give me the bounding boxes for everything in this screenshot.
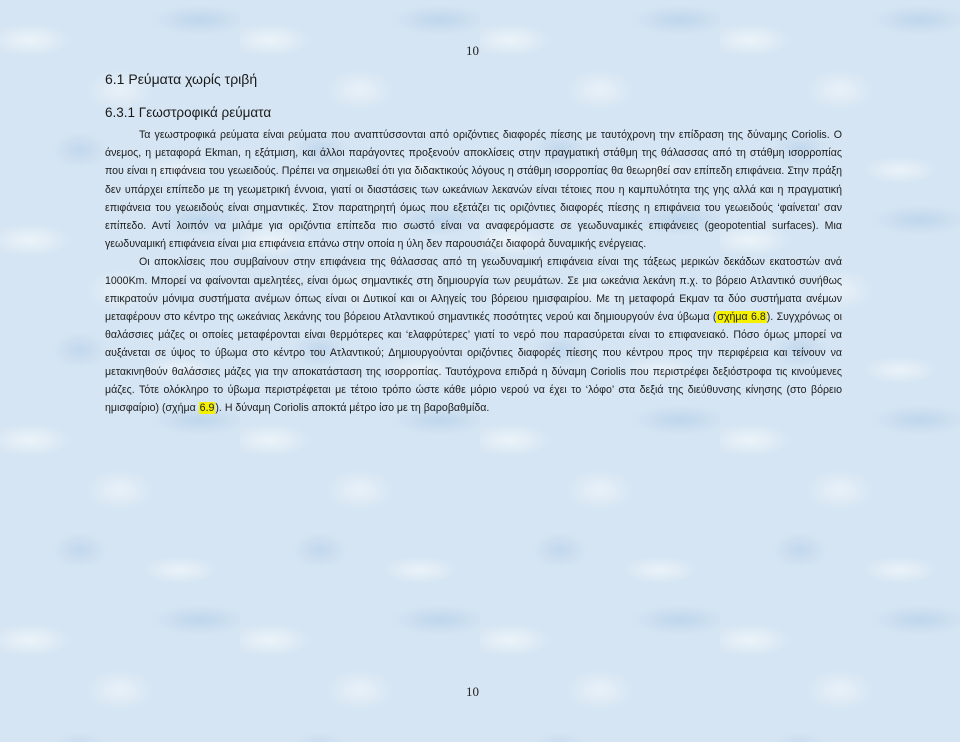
paragraph-2	[105, 253, 842, 417]
paragraph-2-text-c: ). Η δύναμη Coriolis αποκτά μέτρο ίσο με τη βαροβαθμίδα.	[215, 402, 490, 415]
page-number-bottom: 10	[466, 684, 479, 699]
figure-reference-highlight-2: 6.9	[199, 402, 215, 415]
paragraph-2-text-a: Οι αποκλίσεις που συμβαίνουν στην επιφάνεια της θάλασσας από τη γεωδυναμική επιφάνεια είναι της τάξεως μερικών δεκάδων εκατοστών ανά 1000Km. Μπορεί να φαίνονται αμελητέες, είναι όμως σημαντικές στη δημιουργία των ρευμάτων. Σε μια ωκεάνια λεκάνη π.χ. το βόρειο Ατλαντικό συνήθως επικρατούν μόνιμα συστήματα ανέμων όπως είναι οι Δυτικοί και οι Αληγείς του βόρειου ημισφαιρίου. Με τη μεταφορά Εκμαν τα δύο συστήματα ανέμων μεταφέρουν στο κέντρο της ωκεάνιας λεκάνης του βόρειου Ατλαντικού σημαντικές ποσότητες νερού και δημιουργούν ένα ύβωμα (	[105, 256, 842, 324]
subsection-heading: 6.3.1 Γεωστροφικά ρεύματα	[105, 105, 272, 120]
paragraph-1-text: Τα γεωστροφικά ρεύματα είναι ρεύματα που αναπτύσσονται από οριζόντιες διαφορές πίεσης με ταυτόχρονη την επίδραση της δύναμης Coriolis. Ο άνεμος, η μεταφορά Ekman, η εξάτμιση, και άλλοι παράγοντες προξενούν αποκλίσεις στην πραγματική στάθμη της θάλασσας από τη στάθμη ισορροπίας που είναι η επιφάνεια του γεωειδούς. Πρέπει να σημειωθεί ότι για διδακτικούς λόγους η στάθμη ισορροπίας θα θεωρηθεί σαν επίπεδη επιφάνεια. Στην πράξη δεν υπάρχει επίπεδο με τη γεωμετρική έννοια, γιατί οι διαστάσεις των ωκεάνιων λεκανών είναι τέτοιες που η καμπυλότητα της γης αλλά και η πραγματική επιφάνεια του γεωειδούς είναι σημαντικές. Στον παρατηρητή όμως που εξετάζει τις οριζόντιες διαφορές πίεσης η επιφάνεια του γεωειδούς ‘φαίνεται’ σαν επίπεδο. Αντί λοιπόν να μιλάμε για οριζόντια επίπεδα πιο σωστό είναι να αναφερόμαστε σε γεωδυναμικές επιφάνειες (geopotential surfaces). Μια γεωδυναμική επιφάνεια είναι μια επιφάνεια επάνω στην οποία η ύλη δεν παρουσιάζει διαφορά δυναμικής ενέργειας.	[105, 129, 842, 251]
paragraph-2-text-b: ). Συγχρόνως οι θαλάσσιες μάζες οι οποίες μεταφέρονται είναι θερμότερες και ‘ελαφρύτερες’ γιατί το νερό που παρασύρεται είναι το επιφανειακό. Πόσο όμως μπορεί να αυξάνεται σε ύψος το ύβωμα στο κέντρο του Ατλαντικού; Δημιουργούνται οριζόντιες διαφορές πίεσης που κέντρου προς την περιφέρεια και τείνουν να μετακινηθούν θαλάσσιες μάζες για την αποκατάσταση της ισορροπίας. Ταυτόχρονα επιδρά η δύναμη Coriolis που περιστρέφει δεξιόστροφα τις κινούμενες μάζες. Τότε ολόκληρο το ύβωμα περιστρέφεται με τέτοιο τρόπο ώστε κάθε μόριο νερού να έχει το ‘λόφο’ στα δεξιά της διεύθυνσης κίνησης (στο βόρειο ημισφαίριο) (σχήμα	[105, 311, 842, 415]
figure-reference-highlight: σχήμα 6.8	[717, 311, 766, 324]
body-text	[105, 126, 842, 417]
section-heading: 6.1 Ρεύματα χωρίς τριβή	[105, 71, 258, 87]
paragraph-1	[105, 126, 842, 253]
page-number-top: 10	[466, 43, 479, 58]
